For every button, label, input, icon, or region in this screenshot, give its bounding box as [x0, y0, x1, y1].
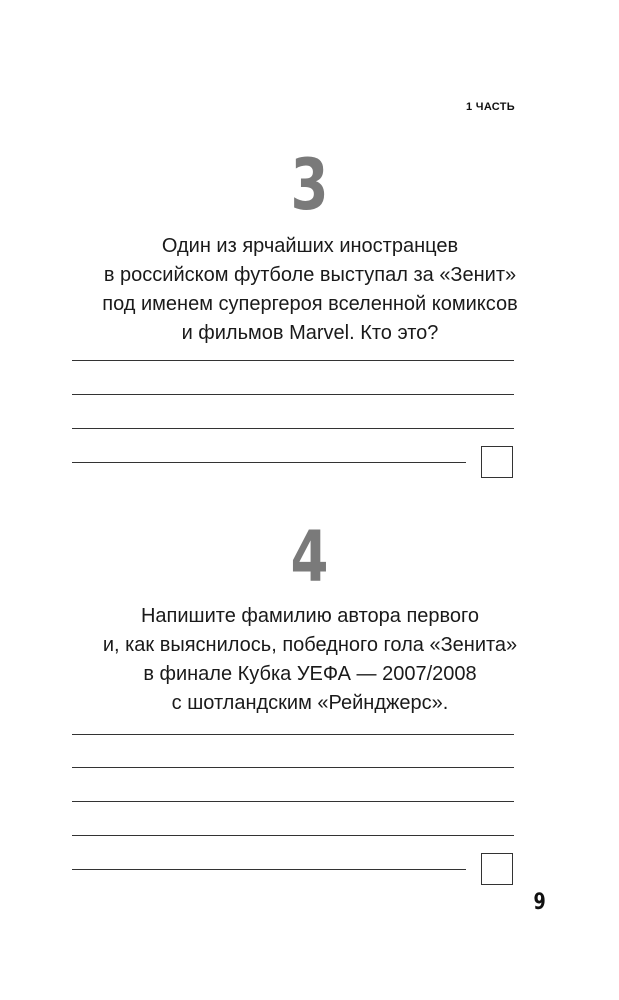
- question-3-line: в российском футболе выступал за «Зенит»: [103, 264, 517, 286]
- answer-line[interactable]: [72, 360, 514, 361]
- section-header: 1 ЧАСТЬ: [466, 101, 515, 113]
- question-4-line: Напишите фамилию автора первого: [140, 605, 480, 627]
- question-4-line: с шотландским «Рейнджерс».: [171, 692, 449, 714]
- answer-line[interactable]: [72, 801, 514, 802]
- answer-checkbox[interactable]: [481, 853, 513, 885]
- answer-line[interactable]: [72, 462, 466, 463]
- question-3-line: и фильмов Marvel. Кто это?: [181, 322, 439, 344]
- question-4-text: [60, 602, 560, 718]
- question-4-line: в финале Кубка УЕФА — 2007/2008: [143, 663, 477, 685]
- answer-line[interactable]: [72, 428, 514, 429]
- answer-line[interactable]: [72, 767, 514, 768]
- question-3-line: под именем супергероя вселенной комиксов: [102, 293, 518, 315]
- question-3-line: Один из ярчайших иностранцев: [161, 235, 459, 257]
- question-3-text: [60, 232, 560, 348]
- answer-line[interactable]: [72, 734, 514, 735]
- question-4-line: и, как выяснилось, победного гола «Зенита»: [102, 634, 518, 656]
- answer-checkbox[interactable]: [481, 446, 513, 478]
- answer-line[interactable]: [72, 394, 514, 395]
- answer-line[interactable]: [72, 835, 514, 836]
- question-number-3: 3: [290, 144, 329, 226]
- question-number-4: 4: [290, 516, 329, 598]
- answer-line[interactable]: [72, 869, 466, 870]
- page-number: 9: [533, 890, 546, 915]
